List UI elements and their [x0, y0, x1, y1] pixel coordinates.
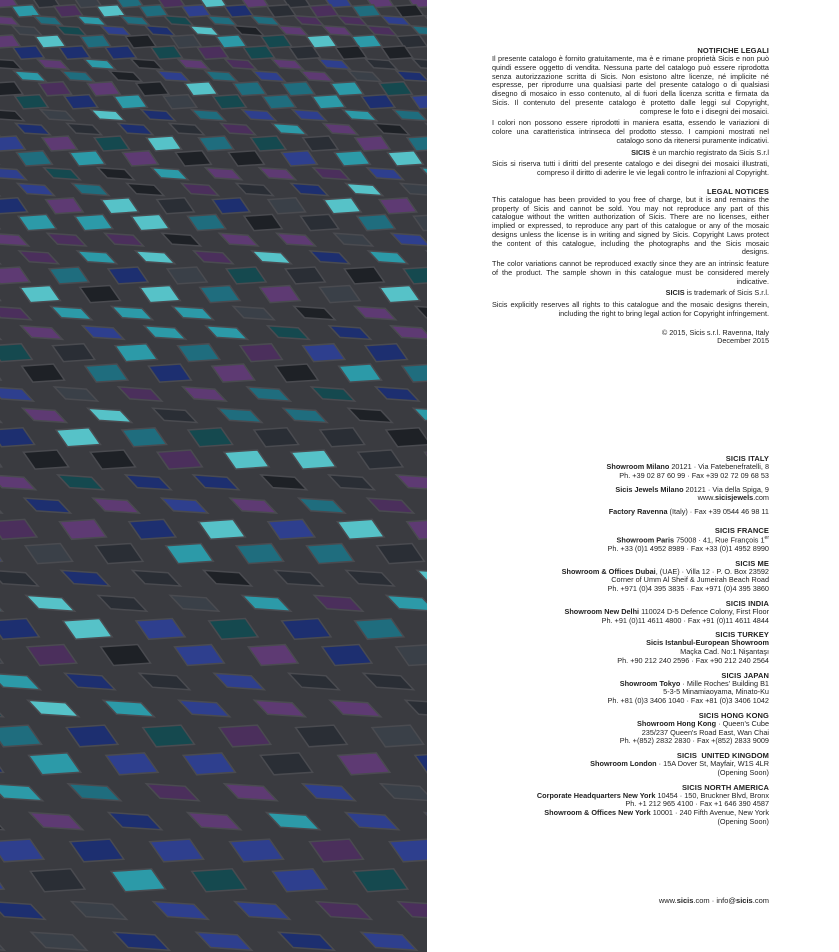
copyright-block [492, 329, 769, 347]
office-london-addr: · 15A Dover St, Mayfair, W1S 4LR [656, 759, 769, 769]
office-tokyo-addr: · Mille Roches' Building B1 [680, 678, 769, 688]
office-north-america [449, 783, 769, 827]
office-factory-label: Factory Ravenna [608, 507, 668, 516]
office-italy [449, 454, 769, 517]
office-ny-hq-phone: Ph. +1 212 965 4100 · Fax +1 646 390 4587 [625, 799, 769, 809]
copyright-date: December 2015 [717, 336, 769, 346]
office-milano-addr: 20121 · Via Fatebenefratelli, 8 [669, 462, 769, 471]
office-delhi-addr: 110024 D-5 Defence Colony, First Floor [639, 606, 769, 616]
office-ny-showroom-label: Showroom & Offices New York [544, 808, 651, 818]
office-hk-phone: Ph. +(852) 2832 2830 · Fax +(852) 2833 9009 [619, 736, 769, 746]
english-heading: LEGAL NOTICES [707, 186, 769, 196]
italian-paragraph-1: Il presente catalogo è fornito gratuitamente, ma è e rimane proprietà Sicis e non può quindi essere oggetto di vendita. Nessuna parte del catalogo può essere riprodotta senza autorizzazione scritta di Sicis. Non esistono altre licenze, né implicite né espresse, per riprodurre una qualsiasi parte del presente catalogo o di qualsiasi disegno di mosaico in esso contenuto, al di fuori della licenza scritta e firmata da Sicis. Il contenuto del presente catalogo è protetto dalle leggi sul Copyright, comprese le foto e i disegni dei mosaici. [492, 54, 769, 116]
footer-contact[interactable] [659, 896, 769, 905]
office-london-label: Showroom London [590, 759, 657, 769]
english-paragraph-2: The color variations cannot be reproduced exactly since they are an intrinsic feature of the product. The sample shown in this catalogue must be considered merely indicative. [492, 259, 769, 286]
office-hk-address-2: 235/237 Queen's Road East, Wan Chai [641, 727, 769, 737]
office-uk [449, 751, 769, 778]
office-jewels-label: Sicis Jewels Milano [615, 484, 684, 494]
office-japan-heading: SICIS JAPAN [721, 670, 769, 680]
office-dubai-addr: , (UAE) · Villa 12 · P. O. Box 23592 [655, 566, 769, 576]
jewels-web-post: .com [753, 493, 769, 503]
office-japan [449, 671, 769, 706]
office-jewels-addr: 20121 · Via della Spiga, 9 [683, 484, 769, 494]
office-paris-addr: 75008 · 41, Rue François 1 [674, 535, 765, 545]
office-dubai-phone: Ph. +971 (0)4 395 3835 · Fax +971 (0)4 395 3860 [607, 584, 769, 594]
office-tokyo-phone: Ph. +81 (0)3 3406 1040 · Fax +81 (0)3 3406 1042 [607, 696, 769, 706]
office-hongkong [449, 711, 769, 746]
italian-trademark-text: è un marchio registrato da Sicis S.r.l [650, 147, 769, 157]
english-trademark-text: is trademark of Sicis S.r.l. [684, 288, 769, 298]
copyright-line: © 2015, Sicis s.r.l. Ravenna, Italy [661, 327, 769, 337]
office-me [449, 559, 769, 594]
office-milano-phone: Ph. +39 02 87 60 99 · Fax +39 02 72 09 68 53 [619, 470, 769, 480]
office-hk-addr: · Queen's Cube [716, 718, 769, 728]
italian-paragraph-3: Sicis si riserva tutti i diritti del presente catalogo e dei disegni dei mosaici illustrati, compreso il diritto di aderire le vie legali contro le infrazioni al Copyright. [492, 159, 769, 177]
footer-pre: www. [658, 896, 677, 905]
office-milano-label: Showroom Milano [606, 462, 670, 471]
office-london-note: (Opening Soon) [717, 767, 769, 777]
office-paris-phone: Ph. +33 (0)1 4952 8989 · Fax +33 (0)1 4952 8990 [607, 543, 769, 553]
office-factory-addr: (Italy) · Fax +39 0544 46 98 11 [667, 507, 769, 516]
italian-heading: NOTIFICHE LEGALI [697, 46, 769, 55]
footer-mid: .com · info@ [693, 896, 737, 905]
office-paris-sup: er [764, 534, 769, 541]
text-column [492, 46, 769, 826]
office-france [449, 526, 769, 554]
english-paragraph-3: Sicis explicitly reserves all rights to this catalogue and the mosaic designs therein, including the right to bring legal action for Copyright infringement. [492, 300, 769, 318]
footer-post: .com [752, 896, 769, 905]
office-india-heading: SICIS INDIA [725, 598, 769, 608]
office-india [449, 599, 769, 626]
jewels-web-bold: sicisjewels [715, 493, 754, 503]
office-delhi-phone: Ph. +91 (0)11 4611 4800 · Fax +91 (0)11 4611 4844 [601, 615, 769, 625]
office-hongkong-heading: SICIS HONG KONG [698, 710, 769, 720]
office-ny-showroom-note: (Opening Soon) [717, 816, 769, 826]
office-dubai-label: Showroom & Offices Dubai [561, 566, 656, 576]
office-delhi-label: Showroom New Delhi [564, 606, 640, 616]
office-uk-heading: SICIS UNITED KINGDOM [676, 751, 769, 761]
footer-brand-2: sicis [736, 896, 753, 905]
office-turkey [449, 630, 769, 665]
italian-trademark-brand: SICIS [631, 147, 651, 157]
english-paragraph-1: This catalogue has been provided to you free of charge, but it is and remains the property of Sicis and cannot be sold. You may not reproduce any part of this catalogue without the written authorization of Sicis. There are no licenses, either implied or expressed, to reproduce any part of this catalogue or any of the mosaic designs unless the license is in writing and signed by Sicis. Copyright Laws protect the content of this catalogue, including the photographs and the Sicis mosaic designs. [492, 194, 769, 257]
office-turkey-heading: SICIS TURKEY [715, 630, 769, 640]
legal-notice-italian [492, 46, 769, 178]
office-istanbul-label-text: Sicis Istanbul-European Showroom [646, 638, 769, 648]
office-jewels-website[interactable] [449, 494, 769, 503]
office-hk-label: Showroom Hong Kong [637, 718, 717, 728]
italian-trademark [492, 149, 769, 158]
offices-list [449, 454, 769, 827]
italian-paragraph-2: I colori non possono essere riprodotti in maniera esatta, essendo le variazioni di colore una caratteristica intrinseca del prodotto stesso. I campioni mostrati nel catalogo sono da ritenersi puramente indicativi. [492, 118, 769, 145]
office-dubai-address-2: Corner of Umm Al Sheif & Jumeirah Beach Road [611, 575, 769, 585]
office-ny-hq-addr: 10454 · 150, Bruckner Blvd, Bronx [655, 790, 769, 800]
footer-brand-1: sicis [676, 896, 694, 905]
office-ny-hq-label: Corporate Headquarters New York [536, 790, 656, 800]
office-ny-showroom-addr: 10001 · 240 Fifth Avenue, New York [650, 808, 769, 818]
english-trademark-brand: SICIS [665, 288, 685, 298]
office-tokyo-address-2: 5-3-5 Minamiaoyama, Minato-Ku [663, 687, 769, 697]
legal-notice-english [492, 187, 769, 319]
english-trademark [492, 289, 769, 298]
office-italy-heading: SICIS ITALY [725, 454, 769, 463]
office-me-heading: SICIS ME [735, 558, 769, 568]
office-factory [449, 508, 769, 517]
office-paris-label: Showroom Paris [616, 535, 675, 545]
office-istanbul-address: Maçka Cad. No:1 Nişantaşı [680, 647, 769, 657]
office-na-heading: SICIS NORTH AMERICA [681, 782, 769, 792]
office-istanbul-phone: Ph. +90 212 240 2596 · Fax +90 212 240 2564 [617, 655, 769, 665]
jewels-web-pre: www. [697, 493, 716, 503]
office-tokyo-label: Showroom Tokyo [619, 678, 681, 688]
office-france-heading: SICIS FRANCE [714, 525, 769, 535]
